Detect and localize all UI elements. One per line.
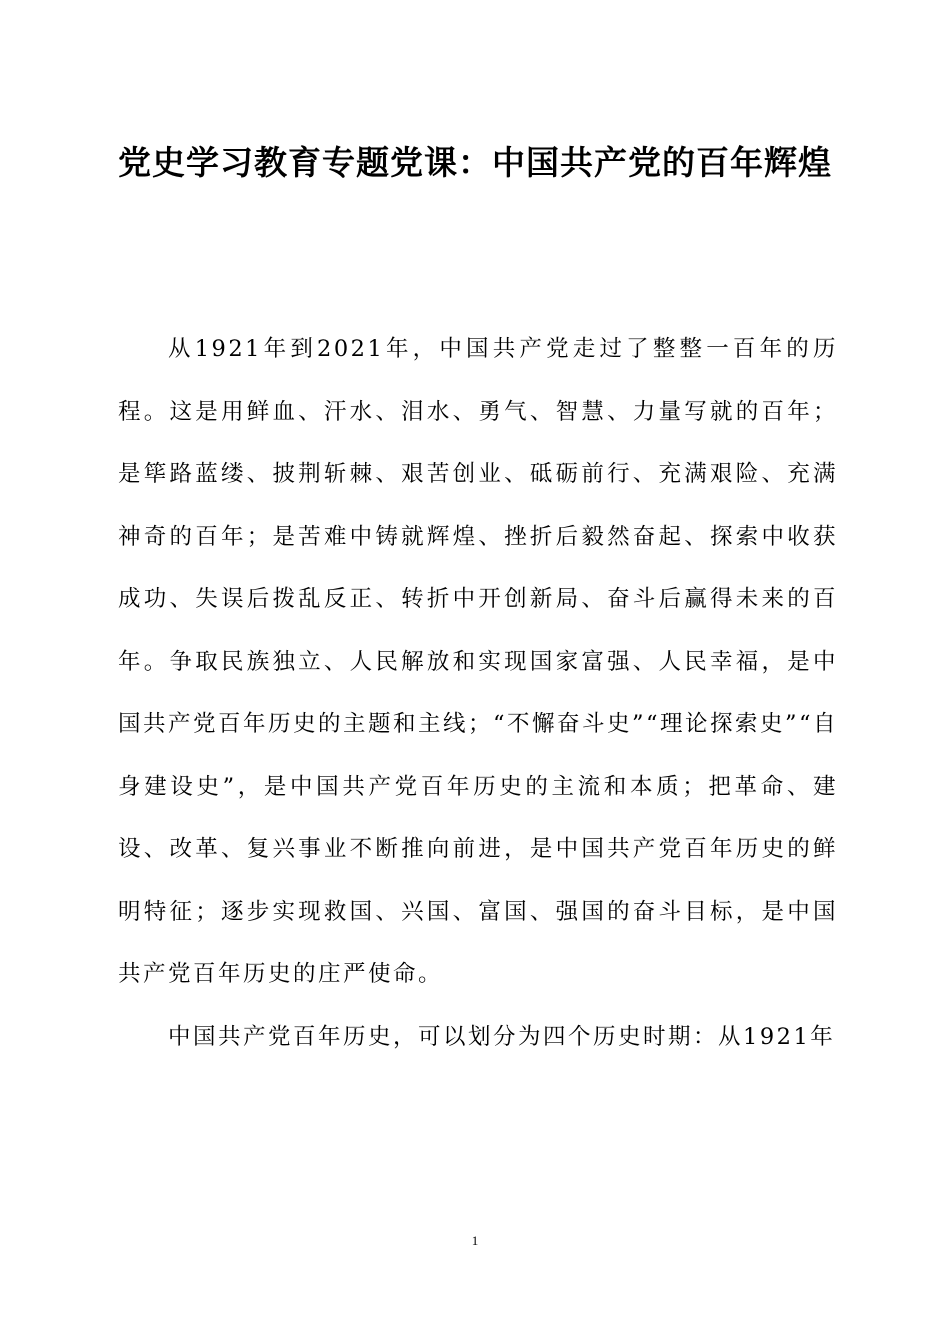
paragraph-2: 中国共产党百年历史，可以划分为四个历史时期：从1921年 [168, 1023, 836, 1050]
document-title: 党史学习教育专题党课：中国共产党的百年辉煌 [118, 143, 832, 182]
page-number: 1 [471, 1233, 479, 1248]
paragraph-1: 从1921年到2021年，中国共产党走过了整整一百年的历程。这是用鲜血、汗水、泪水、勇气、智慧、力量写就的百年；是筚路蓝缕、披荆斩棘、艰苦创业、砥砺前行、充满艰险、充满神奇的百年；是苦难中铸就辉煌、挫折后毅然奋起、探索中收获成功、失误后拨乱反正、转折中开创新局、奋斗后赢得未来的百年。争取民族独立、人民解放和实现国家富强、人民幸福，是中国共产党百年历史的主题和主线；“不懈奋斗史”“理论探索史”“自身建设史”，是中国共产党百年历史的主流和本质；把革命、建设、改革、复兴事业不断推向前进，是中国共产党百年历史的鲜明特征；逐步实现救国、兴国、富国、强国的奋斗目标，是中国共产党百年历史的庄严使命。 [118, 336, 839, 987]
document-body [118, 318, 838, 1068]
